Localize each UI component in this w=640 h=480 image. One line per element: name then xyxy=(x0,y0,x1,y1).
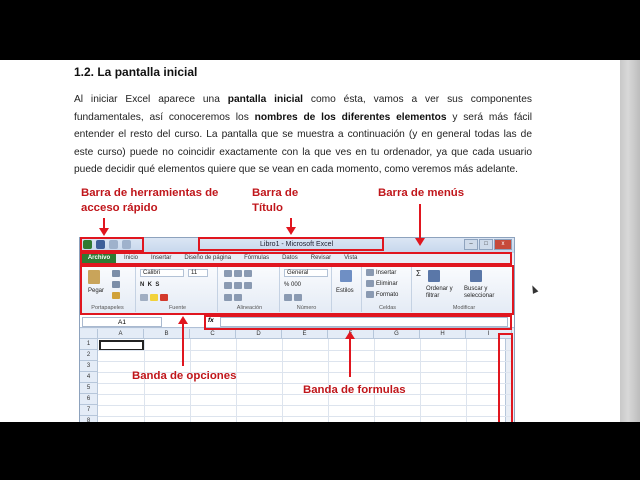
paragraph-text: y será más fácil entender el resto del curso. La pantalla que se muestra a continuación (y en general todas las de este curso) puede no coincidir exactamente con la que ves en tu ordenador, ya que cada usuario puede decidir qué elementos quiere que se vean en cada momento, como veremos más adelante. xyxy=(74,111,532,175)
grid-line xyxy=(328,339,329,422)
tab-diseno: Diseño de página xyxy=(184,255,232,261)
group-label: Portapapeles xyxy=(91,305,124,311)
column-header: H xyxy=(420,329,466,339)
row-header: 8 xyxy=(80,416,98,422)
group-label: Fuente xyxy=(168,305,187,311)
page-scrollbar[interactable] xyxy=(620,60,640,422)
grid-line xyxy=(98,405,512,406)
paragraph-text: como ésta, vamos a ver sus componentes fundamentales, así conoceremos los xyxy=(74,94,532,123)
format-label: Formato xyxy=(376,292,399,299)
close-icon: x xyxy=(494,239,512,250)
file-tab: Archivo xyxy=(82,253,116,264)
group-label: Modificar xyxy=(452,305,476,311)
document-page xyxy=(0,60,620,422)
bold-icon: N K S xyxy=(140,282,160,288)
column-header: F xyxy=(328,329,374,339)
paragraph-bold: nombres de los diferentes elementos xyxy=(254,111,447,123)
column-header: C xyxy=(190,329,236,339)
tab-datos: Datos xyxy=(282,255,298,261)
group-number: General % 000 Número xyxy=(282,266,332,312)
arrow-quick-access xyxy=(99,228,109,236)
arrow-line xyxy=(349,338,351,377)
fx-label: fx xyxy=(208,317,214,324)
tab-vista: Vista xyxy=(344,255,358,261)
number-format: General xyxy=(284,269,328,277)
styles-label: Estilos xyxy=(336,288,354,294)
delete-label: Eliminar xyxy=(376,281,398,288)
formula-bar-highlight xyxy=(204,315,512,330)
row-header: 5 xyxy=(80,383,98,394)
callout-formula-bar: Banda de formulas xyxy=(303,384,406,396)
callout-ribbon: Banda de opciones xyxy=(132,370,237,382)
paste-label: Pegar xyxy=(88,288,105,294)
sum-icon: Σ xyxy=(416,269,421,278)
column-header: D xyxy=(236,329,282,339)
row-header: 1 xyxy=(80,339,98,350)
grid-line xyxy=(98,416,512,417)
grid-line xyxy=(98,350,512,351)
font-name: Calibri xyxy=(140,269,184,277)
grid-line xyxy=(374,339,375,422)
maximize-icon: □ xyxy=(479,239,493,250)
sort-label: Ordenar y filtrar xyxy=(426,286,453,299)
section-heading: 1.2. La pantalla inicial xyxy=(74,65,198,79)
column-header: B xyxy=(144,329,190,339)
tab-formulas: Fórmulas xyxy=(244,255,270,261)
window-title: Libro1 - Microsoft Excel xyxy=(260,241,334,248)
row-header: 3 xyxy=(80,361,98,372)
window-controls xyxy=(464,239,512,250)
intro-paragraph xyxy=(74,91,532,179)
font-size: 11 xyxy=(188,269,208,277)
column-header: I xyxy=(466,329,512,339)
grid-line xyxy=(420,339,421,422)
insert-label: Insertar xyxy=(376,270,397,277)
minimize-icon: – xyxy=(464,239,478,250)
arrow-line xyxy=(182,323,184,366)
paragraph-bold: pantalla inicial xyxy=(227,94,304,105)
callout-title-bar: Barra de Título xyxy=(252,187,299,214)
title-bar-highlight xyxy=(198,237,384,251)
tab-inicio: Inicio xyxy=(124,255,139,261)
arrow-formula-bar xyxy=(345,331,355,339)
row-header: 7 xyxy=(80,405,98,416)
mouse-cursor-icon xyxy=(530,284,539,294)
grid-line xyxy=(466,339,467,422)
arrow-menu-bar xyxy=(415,238,425,246)
grid-corner xyxy=(80,329,98,339)
tab-revisar: Revisar xyxy=(310,255,332,261)
callout-menu-bar: Barra de menús xyxy=(378,187,465,199)
grid-line xyxy=(282,339,283,422)
arrow-ribbon xyxy=(178,316,188,324)
column-header: E xyxy=(282,329,328,339)
column-header: A xyxy=(98,329,144,339)
group-label: Número xyxy=(296,305,317,311)
menu-bar-highlight xyxy=(80,252,512,265)
grid-line xyxy=(98,361,512,362)
ribbon-highlight xyxy=(80,265,514,315)
quick-access-highlight xyxy=(80,237,144,252)
find-label: Buscar y seleccionar xyxy=(464,286,495,299)
arrow-line xyxy=(290,218,292,227)
arrow-title-bar xyxy=(286,227,296,235)
tab-insertar: Insertar xyxy=(151,255,172,261)
paragraph-text: Al iniciar Excel aparece una xyxy=(74,94,220,105)
row-header: 4 xyxy=(80,372,98,383)
callout-quick-access: Barra de herramientas de acceso rápido xyxy=(81,187,219,214)
name-box: A1 xyxy=(82,317,162,327)
group-label: Celdas xyxy=(378,305,397,311)
arrow-line xyxy=(419,204,421,238)
group-label: Alineación xyxy=(236,305,263,311)
row-header: 6 xyxy=(80,394,98,405)
row-header: 2 xyxy=(80,350,98,361)
letterbox-bottom xyxy=(0,422,640,480)
arrow-line xyxy=(103,218,105,228)
scrollbar-highlight xyxy=(498,333,513,422)
column-header: G xyxy=(374,329,420,339)
